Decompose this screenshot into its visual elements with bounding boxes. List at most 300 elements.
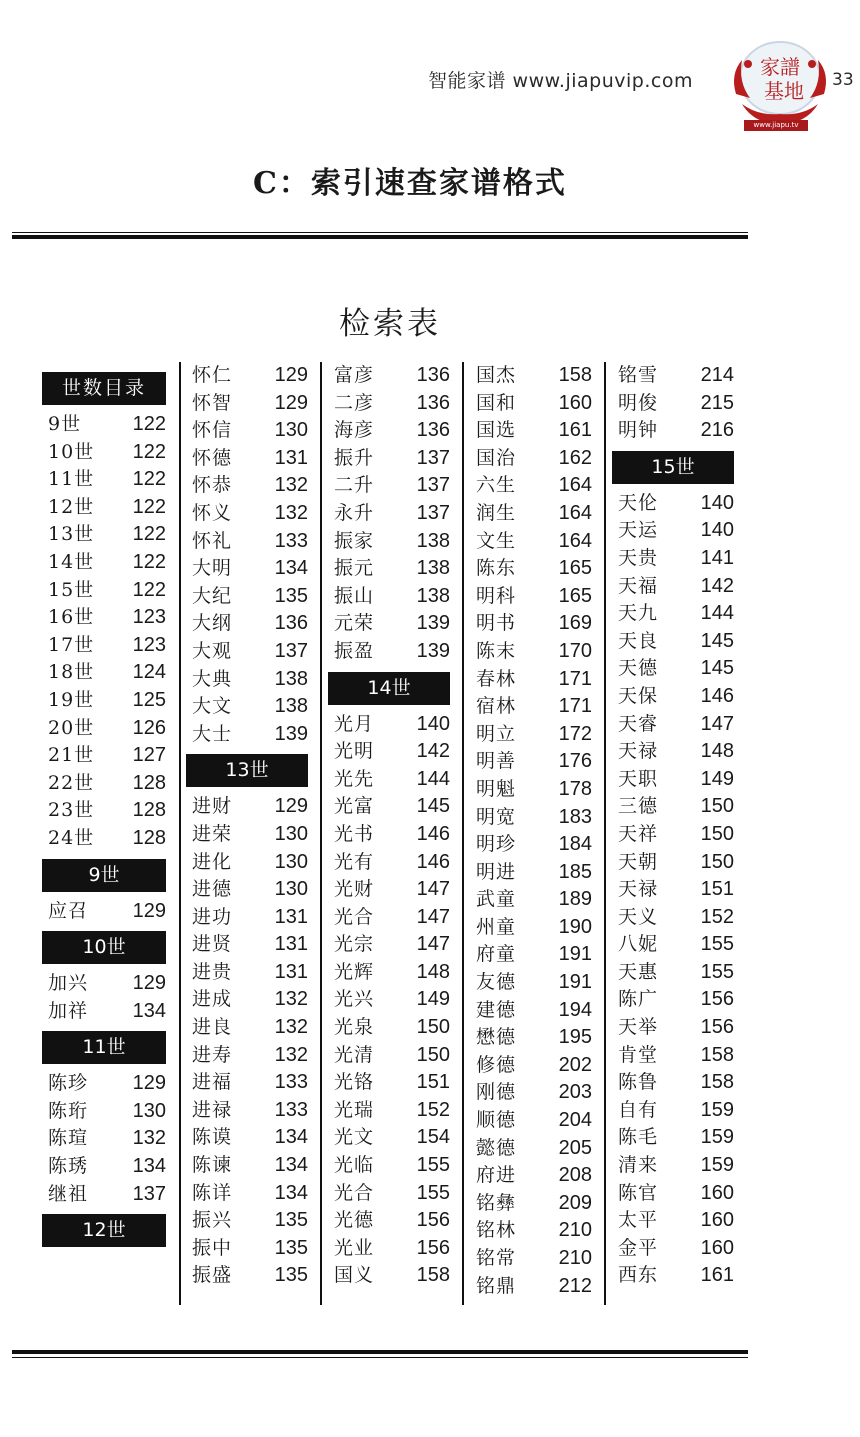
index-entry	[476, 748, 592, 776]
entry-page: 129	[274, 364, 308, 386]
entry-page: 137	[132, 1182, 166, 1205]
entry-name: 宿林	[476, 695, 517, 718]
index-entry	[618, 793, 734, 821]
index-entry	[618, 1069, 734, 1097]
index-entry	[476, 390, 592, 418]
entry-page: 145	[700, 657, 734, 680]
index-entry	[192, 876, 308, 904]
entry-name: 元荣	[334, 612, 375, 635]
index-entry	[334, 849, 450, 877]
index-entry	[334, 711, 450, 739]
entry-page: 146	[416, 822, 450, 845]
entry-name: 16世	[48, 606, 95, 629]
index-entry	[334, 1124, 450, 1152]
generation-heading: 15世	[612, 451, 734, 484]
entry-page: 194	[558, 998, 592, 1021]
top-rule-thin	[12, 232, 748, 233]
index-entry	[476, 610, 592, 638]
entry-name: 肯堂	[618, 1043, 659, 1066]
index-entry	[618, 904, 734, 932]
entry-name: 进禄	[192, 1098, 233, 1121]
index-entry	[476, 721, 592, 749]
entry-name: 国选	[476, 419, 517, 442]
entry-name: 八妮	[618, 933, 659, 956]
entry-page: 156	[416, 1209, 450, 1232]
entry-page: 158	[416, 1264, 450, 1287]
index-entry	[618, 655, 734, 683]
entry-page: 146	[700, 684, 734, 707]
page-number: 33	[832, 70, 854, 90]
entry-page: 127	[132, 744, 166, 767]
entry-name: 光业	[334, 1236, 375, 1259]
entry-page: 122	[132, 468, 166, 491]
entry-page: 122	[132, 523, 166, 546]
entry-page: 135	[274, 584, 308, 607]
entry-name: 陈瑄	[48, 1127, 89, 1150]
entry-name: 陈毛	[618, 1126, 659, 1149]
entry-page: 150	[416, 1016, 450, 1039]
entry-page: 122	[132, 495, 166, 518]
index-entry	[192, 390, 308, 418]
entry-page: 147	[416, 878, 450, 901]
entry-page: 150	[700, 795, 734, 818]
entry-name: 进良	[192, 1016, 233, 1039]
index-column	[476, 362, 592, 1305]
entry-page: 151	[416, 1071, 450, 1094]
entry-name: 怀德	[192, 446, 233, 469]
entry-name: 大士	[192, 722, 233, 745]
entry-page: 184	[558, 833, 592, 856]
entry-page: 132	[132, 1127, 166, 1150]
entry-page: 160	[700, 1209, 734, 1232]
entry-page: 142	[700, 574, 734, 597]
entry-page: 138	[416, 529, 450, 552]
entry-page: 132	[274, 501, 308, 524]
index-entry	[192, 528, 308, 556]
index-entry	[334, 500, 450, 528]
entry-name: 21世	[48, 744, 95, 767]
index-entry	[476, 638, 592, 666]
entry-name: 陈官	[618, 1181, 659, 1204]
entry-name: 陈珍	[48, 1072, 89, 1095]
index-entry	[618, 628, 734, 656]
entry-page: 171	[558, 695, 592, 718]
index-entry	[48, 577, 166, 605]
entry-page: 133	[274, 1098, 308, 1121]
entry-name: 明立	[476, 722, 517, 745]
index-entry	[192, 1207, 308, 1235]
entry-name: 光财	[334, 878, 375, 901]
entry-page: 190	[558, 915, 592, 938]
entry-page: 137	[416, 474, 450, 497]
entry-page: 176	[558, 750, 592, 773]
entry-page: 134	[274, 1154, 308, 1177]
index-entry	[618, 1180, 734, 1208]
generation-heading: 9世	[42, 859, 166, 892]
index-entry	[48, 659, 166, 687]
entry-page: 149	[416, 988, 450, 1011]
entry-page: 141	[700, 546, 734, 569]
index-entry	[476, 693, 592, 721]
entry-page: 129	[274, 795, 308, 818]
entry-page: 156	[700, 988, 734, 1011]
index-entry	[334, 638, 450, 666]
entry-name: 14世	[48, 550, 95, 573]
entry-name: 22世	[48, 771, 95, 794]
entry-page: 125	[132, 688, 166, 711]
index-entry	[192, 1042, 308, 1070]
index-entry	[192, 849, 308, 877]
entry-page: 145	[700, 629, 734, 652]
entry-page: 146	[416, 850, 450, 873]
index-entry	[334, 1152, 450, 1180]
index-entry	[476, 666, 592, 694]
generation-heading: 10世	[42, 931, 166, 964]
index-entry	[476, 1107, 592, 1135]
entry-name: 大纲	[192, 612, 233, 635]
entry-name: 明宽	[476, 805, 517, 828]
entry-page: 155	[416, 1154, 450, 1177]
entry-name: 24世	[48, 826, 95, 849]
entry-page: 183	[558, 805, 592, 828]
entry-name: 应召	[48, 899, 89, 922]
entry-name: 进贵	[192, 960, 233, 983]
index-entry	[476, 804, 592, 832]
index-entry	[476, 1052, 592, 1080]
entry-name: 19世	[48, 688, 95, 711]
entry-page: 136	[416, 364, 450, 386]
entry-page: 158	[700, 1043, 734, 1066]
index-entry	[48, 825, 166, 853]
index-entry	[192, 1180, 308, 1208]
entry-page: 150	[416, 1043, 450, 1066]
entry-name: 光铬	[334, 1071, 375, 1094]
index-entry	[618, 362, 734, 390]
index-entry	[192, 1097, 308, 1125]
entry-name: 陈末	[476, 639, 517, 662]
entry-page: 138	[416, 557, 450, 580]
entry-page: 131	[274, 446, 308, 469]
entry-name: 进寿	[192, 1043, 233, 1066]
entry-page: 164	[558, 529, 592, 552]
entry-page: 140	[416, 712, 450, 735]
entry-page: 132	[274, 1016, 308, 1039]
entry-name: 天九	[618, 602, 659, 625]
index-entry	[48, 1125, 166, 1153]
entry-name: 光合	[334, 1181, 375, 1204]
entry-name: 进德	[192, 878, 233, 901]
entry-name: 府进	[476, 1164, 517, 1187]
entry-name: 州童	[476, 915, 517, 938]
entry-page: 144	[700, 602, 734, 625]
entry-name: 大文	[192, 695, 233, 718]
entry-page: 210	[558, 1247, 592, 1269]
entry-name: 光辉	[334, 960, 375, 983]
entry-name: 天惠	[618, 960, 659, 983]
entry-page: 134	[274, 557, 308, 580]
entry-name: 怀义	[192, 501, 233, 524]
index-entry	[334, 876, 450, 904]
index-entry	[476, 555, 592, 583]
entry-page: 160	[700, 1236, 734, 1259]
entry-name: 天职	[618, 767, 659, 790]
entry-page: 130	[274, 850, 308, 873]
index-entry	[192, 362, 308, 390]
entry-page: 155	[700, 960, 734, 983]
entry-page: 139	[416, 639, 450, 662]
entry-name: 怀恭	[192, 474, 233, 497]
index-entry	[192, 472, 308, 500]
entry-page: 129	[274, 391, 308, 414]
entry-page: 164	[558, 474, 592, 497]
entry-page: 136	[416, 391, 450, 414]
entry-name: 10世	[48, 440, 95, 463]
index-entry	[476, 583, 592, 611]
entry-page: 159	[700, 1098, 734, 1121]
index-entry	[334, 1069, 450, 1097]
index-entry	[618, 738, 734, 766]
entry-page: 156	[700, 1016, 734, 1039]
index-entry	[334, 1207, 450, 1235]
entry-page: 152	[700, 905, 734, 928]
entry-name: 光兴	[334, 988, 375, 1011]
entry-page: 151	[700, 878, 734, 901]
index-column	[618, 362, 734, 1305]
index-entry	[334, 417, 450, 445]
entry-page: 128	[132, 826, 166, 849]
entry-page: 132	[274, 1043, 308, 1066]
index-entry	[476, 886, 592, 914]
entry-name: 天朝	[618, 850, 659, 873]
index-entry	[618, 986, 734, 1014]
index-column	[334, 362, 450, 1305]
index-entry	[618, 959, 734, 987]
index-entry	[476, 969, 592, 997]
entry-page: 148	[700, 740, 734, 763]
index-entry	[192, 583, 308, 611]
entry-page: 147	[416, 905, 450, 928]
index-entry	[192, 986, 308, 1014]
entry-name: 春林	[476, 667, 517, 690]
entry-name: 明善	[476, 750, 517, 773]
entry-name: 铭常	[476, 1247, 517, 1269]
entry-name: 大纪	[192, 584, 233, 607]
entry-page: 130	[274, 878, 308, 901]
index-entry	[334, 472, 450, 500]
entry-name: 海彦	[334, 419, 375, 442]
entry-name: 9世	[48, 413, 82, 435]
entry-page: 132	[274, 474, 308, 497]
entry-name: 振家	[334, 529, 375, 552]
index-entry	[618, 711, 734, 739]
header-text: 智能家谱 www.jiapuvip.com	[428, 70, 693, 92]
entry-page: 122	[132, 440, 166, 463]
entry-name: 光月	[334, 712, 375, 735]
index-entry	[48, 549, 166, 577]
entry-page: 164	[558, 501, 592, 524]
entry-name: 光泉	[334, 1016, 375, 1039]
entry-page: 160	[558, 391, 592, 414]
entry-page: 130	[274, 419, 308, 442]
index-entry	[334, 986, 450, 1014]
entry-page: 191	[558, 971, 592, 994]
index-entry	[618, 1042, 734, 1070]
entry-page: 131	[274, 960, 308, 983]
entry-name: 明进	[476, 860, 517, 883]
entry-page: 137	[416, 446, 450, 469]
index-entry	[476, 445, 592, 473]
entry-name: 天德	[618, 657, 659, 680]
entry-name: 振盈	[334, 639, 375, 662]
entry-page: 135	[274, 1264, 308, 1287]
entry-name: 明科	[476, 584, 517, 607]
entry-name: 国杰	[476, 364, 517, 386]
entry-page: 150	[700, 850, 734, 873]
index-entry	[618, 517, 734, 545]
index-entry	[476, 362, 592, 390]
entry-name: 振兴	[192, 1209, 233, 1232]
entry-name: 府童	[476, 943, 517, 966]
index-entry	[192, 638, 308, 666]
index-entry	[192, 445, 308, 473]
index-entry	[476, 941, 592, 969]
entry-page: 145	[416, 795, 450, 818]
entry-name: 光临	[334, 1154, 375, 1177]
entry-page: 156	[416, 1236, 450, 1259]
entry-page: 122	[132, 413, 166, 435]
index-entry	[192, 417, 308, 445]
index-entry	[476, 1079, 592, 1107]
index-entry	[48, 1098, 166, 1126]
index-entry	[48, 970, 166, 998]
entry-page: 123	[132, 633, 166, 656]
entry-page: 134	[132, 999, 166, 1022]
entry-name: 进化	[192, 850, 233, 873]
entry-name: 天义	[618, 905, 659, 928]
entry-page: 161	[700, 1264, 734, 1287]
entry-page: 129	[132, 899, 166, 922]
entry-page: 133	[274, 529, 308, 552]
index-column	[48, 362, 166, 1305]
entry-name: 天禄	[618, 878, 659, 901]
entry-name: 陈谟	[192, 1126, 233, 1149]
generation-heading: 13世	[186, 754, 308, 787]
entry-name: 15世	[48, 578, 95, 601]
index-entry	[334, 959, 450, 987]
logo-url: www.jiapu.tv	[744, 120, 808, 131]
entry-page: 158	[700, 1071, 734, 1094]
index-entry	[192, 610, 308, 638]
entry-name: 陈广	[618, 988, 659, 1011]
entry-name: 天保	[618, 684, 659, 707]
index-entry	[48, 604, 166, 632]
index-entry	[334, 610, 450, 638]
logo-text-line1: 家譜	[760, 55, 800, 79]
index-entry	[476, 528, 592, 556]
entry-page: 128	[132, 771, 166, 794]
entry-page: 135	[274, 1236, 308, 1259]
entry-page: 136	[416, 419, 450, 442]
entry-name: 17世	[48, 633, 95, 656]
entry-page: 152	[416, 1098, 450, 1121]
entry-name: 武童	[476, 888, 517, 911]
entry-name: 陈珩	[48, 1099, 89, 1122]
entry-name: 铭雪	[618, 364, 659, 386]
entry-page: 209	[558, 1191, 592, 1214]
index-entry	[192, 555, 308, 583]
entry-name: 三德	[618, 795, 659, 818]
entry-name: 加祥	[48, 999, 89, 1022]
entry-name: 修德	[476, 1053, 517, 1076]
entry-page: 135	[274, 1209, 308, 1232]
index-entry	[476, 1162, 592, 1190]
column-divider	[462, 362, 464, 1305]
entry-page: 162	[558, 446, 592, 469]
index-entry	[476, 1024, 592, 1052]
entry-name: 润生	[476, 501, 517, 524]
index-entry	[192, 721, 308, 749]
entry-name: 振元	[334, 557, 375, 580]
entry-name: 二升	[334, 474, 375, 497]
entry-page: 185	[558, 860, 592, 883]
entry-page: 140	[700, 519, 734, 542]
entry-page: 150	[700, 822, 734, 845]
entry-name: 光文	[334, 1126, 375, 1149]
index-entry	[618, 545, 734, 573]
entry-name: 天伦	[618, 491, 659, 514]
index-entry	[48, 466, 166, 494]
entry-name: 光清	[334, 1043, 375, 1066]
entry-page: 133	[274, 1071, 308, 1094]
index-entry	[48, 521, 166, 549]
entry-name: 陈鲁	[618, 1071, 659, 1094]
entry-name: 进福	[192, 1071, 233, 1094]
entry-page: 129	[132, 972, 166, 995]
index-entry	[334, 1262, 450, 1290]
index-entry	[476, 831, 592, 859]
entry-page: 149	[700, 767, 734, 790]
index-entry	[618, 683, 734, 711]
entry-name: 振升	[334, 446, 375, 469]
index-entry	[334, 793, 450, 821]
entry-name: 国和	[476, 391, 517, 414]
index-entry	[48, 998, 166, 1026]
index-entry	[48, 1181, 166, 1209]
index-entry	[334, 1097, 450, 1125]
index-entry	[334, 738, 450, 766]
index-entry	[618, 1124, 734, 1152]
index-entry	[48, 770, 166, 798]
index-entry	[334, 821, 450, 849]
entry-name: 光先	[334, 767, 375, 790]
entry-page: 159	[700, 1126, 734, 1149]
entry-name: 六生	[476, 474, 517, 497]
index-entry	[334, 555, 450, 583]
entry-name: 天睿	[618, 712, 659, 735]
index-entry	[618, 1207, 734, 1235]
table-title: 检索表	[339, 306, 441, 342]
index-entry	[476, 914, 592, 942]
column-divider	[179, 362, 181, 1305]
index-entry	[192, 1262, 308, 1290]
index-entry	[476, 1245, 592, 1273]
index-entry	[476, 1273, 592, 1301]
index-column	[192, 362, 308, 1305]
entry-page: 202	[558, 1053, 592, 1076]
entry-page: 131	[274, 933, 308, 956]
index-entry	[476, 859, 592, 887]
column-divider	[320, 362, 322, 1305]
